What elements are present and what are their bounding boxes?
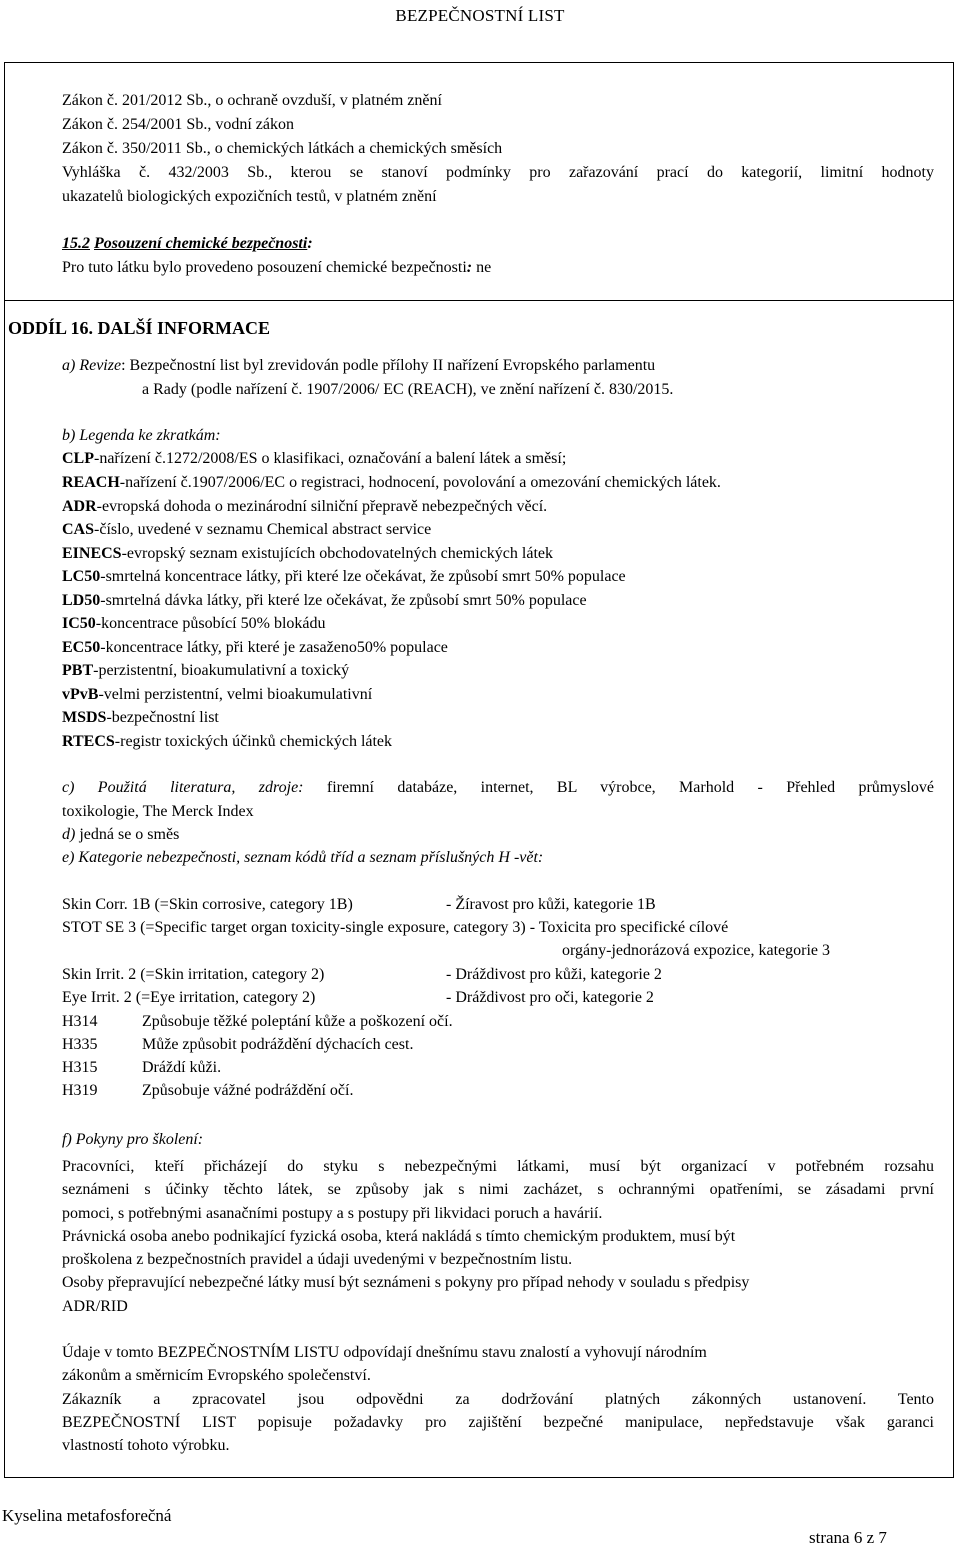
subsection-title: Posouzení chemické bezpečnosti [94,235,308,252]
disclaimer-line: zákonům a směrnicím Evropského společenství. [62,1367,371,1384]
class-name: Skin Corr. 1B (=Skin corrosive, category 1B) [62,896,353,913]
abbrev-desc: -koncentrace působící 50% blokádu [95,615,326,632]
abbrev-term: IC50 [62,615,96,632]
class-desc: - Dráždivost pro kůži, kategorie 2 [446,966,662,983]
list-item [62,520,431,540]
abbrev-term: LD50 [62,592,101,609]
h-text: Způsobuje vážné podráždění očí. [142,1082,354,1099]
abbrev-term: vPvB [62,686,99,703]
abbrev-term: ADR [62,498,97,515]
list-item [62,473,721,493]
training-line: ADR/RID [62,1298,128,1315]
h-code: H315 [62,1059,98,1076]
assessment-answer: ne [472,259,492,276]
training-line: Osoby přepravující nebezpečné látky musí být seznámeni s pokyny pro případ nehody v souladu s předpisy [62,1274,750,1291]
abbrev-term: CAS [62,521,95,538]
training-line: seznámeni s účinky těchto látek, se způsoby jak s nimi zacházet, s ochrannými opatřeními, se zásadami první [62,1181,934,1198]
class-desc: orgány-jednorázová expozice, kategorie 3 [562,942,831,959]
disclaimer-line: vlastností tohoto výrobku. [62,1437,230,1454]
abbrev-desc: -bezpečnostní list [106,709,219,726]
abbrev-term: EC50 [62,639,101,656]
list-item [62,638,448,658]
mixture-line [62,825,179,845]
training-line: pomoci, s potřebnými asanačními postupy a s postupy při likvidaci poruch a havárií. [62,1205,603,1222]
training-line: Pracovníci, kteří přicházejí do styku s nebezpečnými látkami, musí být organizací v potřebném rozsahu [62,1158,934,1175]
revision-label: a) Revize [62,357,122,374]
disclaimer-line: Údaje v tomto BEZPEČNOSTNÍM LISTU odpovídají dnešnímu stavu znalostí a vyhovují národním [62,1344,707,1361]
h-text: Dráždí kůži. [142,1059,222,1076]
section-16-title: ODDÍL 16. DALŠÍ INFORMACE [8,318,271,338]
list-item [62,567,626,587]
abbrev-desc: -koncentrace látky, při které je zasaženo50% populace [100,639,448,656]
law-line: Vyhláška č. 432/2003 Sb., kterou se stanoví podmínky pro zařazování prací do kategorií, limitní hodnoty [62,164,934,181]
law-line: Zákon č. 201/2012 Sb., o ochraně ovzduší, v platném znění [62,92,442,109]
abbrev-desc: -nařízení č.1907/2006/EC o registraci, hodnocení, povolování a omezování chemických látek. [119,474,721,491]
disclaimer-line: Zákazník a zpracovatel jsou odpovědni za dodržování platných zákonných ustanovení. Tento [62,1391,934,1408]
list-item [62,661,349,681]
assessment-text: Pro tuto látku bylo provedeno posouzení chemické bezpečnosti [62,259,467,276]
training-line: proškolena z bezpečnostních pravidel a údaji uvedenými v bezpečnostním listu. [62,1251,573,1268]
section-divider [4,300,954,301]
abbrev-term: PBT [62,662,94,679]
list-item [62,732,392,752]
revision-line-2: a Rady (podle nařízení č. 1907/2006/ EC (REACH), ve znění nařízení č. 830/2015. [142,381,674,398]
footer-page-number: strana 6 z 7 [809,1528,887,1547]
h-code: H335 [62,1036,98,1053]
mixture-label: d) [62,826,76,843]
abbrev-term: RTECS [62,733,115,750]
abbrev-desc: -registr toxických účinků chemických látek [114,733,393,750]
h-code: H319 [62,1082,98,1099]
law-line: Zákon č. 350/2011 Sb., o chemických látkách a chemických směsích [62,140,503,157]
abbrev-term: EINECS [62,545,122,562]
abbrev-desc: -nařízení č.1272/2008/ES o klasifikaci, označování a balení látek a směsí; [94,450,567,467]
class-name: Skin Irrit. 2 (=Skin irritation, category 2) [62,966,325,983]
abbrev-term: CLP [62,450,94,467]
footer-product-name: Kyselina metafosforečná [2,1506,172,1525]
abbrev-desc: -perzistentní, bioakumulativní a toxický [93,662,350,679]
literature-line-1 [62,778,934,798]
literature-line-2: toxikologie, The Merck Index [62,803,254,820]
subsection-colon: : [307,235,313,252]
h-text: Může způsobit podráždění dýchacích cest. [142,1036,414,1053]
disclaimer-line: BEZPEČNOSTNÍ LIST popisuje požadavky pro zajištění bezpečné manipulace, nepředstavuje však garanci [62,1414,934,1431]
abbrev-desc: -číslo, uvedené v seznamu Chemical abstract service [94,521,432,538]
literature-text: firemní databáze, internet, BL výrobce, Marhold - Přehled průmyslové [326,779,935,796]
revision-line-1 [62,356,655,376]
list-item [62,591,587,611]
h-text: Způsobuje těžké poleptání kůže a poškození očí. [142,1013,453,1030]
abbrev-term: LC50 [62,568,101,585]
page-header: BEZPEČNOSTNÍ LIST [395,6,565,25]
list-item [62,449,566,469]
hazard-categories-label: e) Kategorie nebezpečnosti, seznam kódů tříd a seznam příslušných H -vět: [62,849,544,866]
abbrev-desc: -smrtelná dávka látky, při které lze očekávat, že způsobí smrt 50% populace [100,592,587,609]
abbrev-desc: -smrtelná koncentrace látky, při které lze očekávat, že způsobí smrt 50% populace [100,568,626,585]
assessment-colon: : [466,259,473,276]
list-item [62,685,372,705]
revision-text-1: : Bezpečnostní list byl zrevidován podle přílohy II nařízení Evropského parlamentu [121,357,656,374]
law-line: Zákon č. 254/2001 Sb., vodní zákon [62,116,294,133]
abbrev-desc: -velmi perzistentní, velmi bioakumulativní [98,686,373,703]
list-item [62,497,547,517]
abbrev-desc: -evropský seznam existujících obchodovatelných chemických látek [121,545,553,562]
legend-label: b) Legenda ke zkratkám: [62,427,221,444]
subsection-15-2-text [62,258,491,278]
abbrev-term: MSDS [62,709,107,726]
list-item [62,544,553,564]
literature-label: c) Použitá literatura, zdroje: [62,779,304,796]
abbrev-desc: -evropská dohoda o mezinárodní silniční přepravě nebezpečných věcí. [96,498,548,515]
list-item [62,614,325,634]
h-code: H314 [62,1013,98,1030]
class-name: STOT SE 3 (=Specific target organ toxicity-single exposure, category 3) - Toxicita pro specifické cílové [62,919,729,936]
list-item [62,708,219,728]
training-label: f) Pokyny pro školení: [62,1131,204,1148]
law-line: ukazatelů biologických expozičních testů, v platném znění [62,188,437,205]
abbrev-term: REACH [62,474,120,491]
training-line: Právnická osoba anebo podnikající fyzická osoba, která nakládá s tímto chemickým produktem, musí být [62,1228,736,1245]
subsection-number: 15.2 [62,235,90,252]
class-name: Eye Irrit. 2 (=Eye irritation, category 2) [62,989,316,1006]
class-desc: - Dráždivost pro oči, kategorie 2 [446,989,654,1006]
class-desc: - Žíravost pro kůži, kategorie 1B [446,896,656,913]
mixture-text: jedná se o směs [75,826,180,843]
subsection-15-2-heading [62,234,313,254]
